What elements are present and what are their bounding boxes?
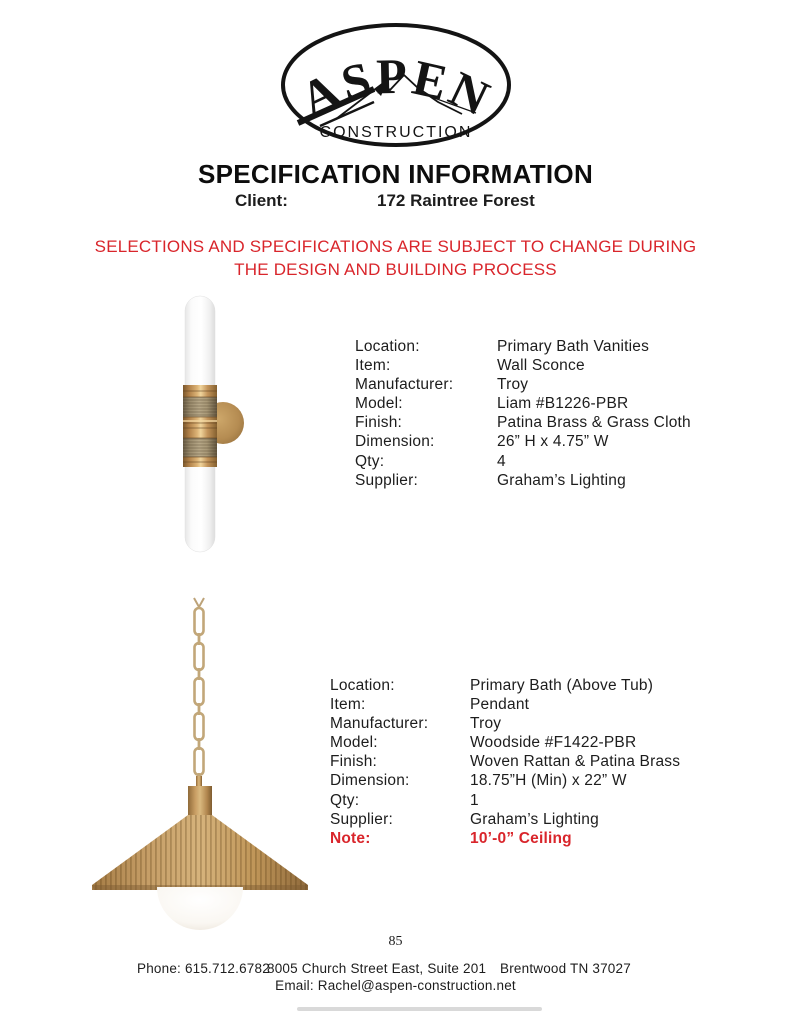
- aspen-construction-logo: [278, 22, 514, 149]
- spec-label: Supplier:: [355, 471, 418, 489]
- spec-label: Manufacturer:: [330, 715, 429, 733]
- client-value: 172 Raintree Forest: [377, 191, 535, 210]
- spec-value: Liam #B1226-PBR: [497, 395, 629, 413]
- footer-address: 8005 Church Street East, Suite 201: [267, 961, 487, 976]
- sconce-brass-body: [183, 385, 217, 467]
- spec-label: Item:: [355, 357, 391, 375]
- spec-value: Graham’s Lighting: [497, 471, 626, 489]
- spec-label: Manufacturer:: [355, 376, 454, 394]
- spec-row: [330, 696, 680, 715]
- pendant-illustration: [60, 594, 340, 936]
- disclaimer-line-2: THE DESIGN AND BUILDING PROCESS: [234, 260, 557, 279]
- spec-table-wall-sconce: [355, 338, 691, 491]
- spec-label: Supplier:: [330, 810, 393, 828]
- spec-table-pendant: [330, 677, 680, 849]
- spec-label: Model:: [355, 395, 403, 413]
- footer-city-state-zip: Brentwood TN 37027: [500, 961, 631, 976]
- spec-label: Location:: [355, 338, 420, 355]
- spec-label: Dimension:: [330, 772, 410, 790]
- spec-row: [330, 677, 680, 696]
- spec-value: Woodside #F1422-PBR: [470, 734, 637, 752]
- spec-value: Wall Sconce: [497, 357, 585, 375]
- spec-value: 4: [497, 452, 506, 470]
- spec-label: Finish:: [355, 414, 403, 432]
- spec-row: [355, 338, 691, 357]
- footer-phone: Phone: 615.712.6782: [137, 961, 270, 976]
- spec-value: Troy: [497, 376, 529, 394]
- spec-value: 1: [470, 791, 479, 809]
- spec-row: [355, 472, 691, 491]
- wall-sconce-illustration: [160, 282, 270, 568]
- spec-label: Qty:: [355, 452, 385, 470]
- footer-email: Email: Rachel@aspen-construction.net: [275, 978, 516, 993]
- spec-label: Item:: [330, 696, 366, 714]
- spec-value: 10’-0” Ceiling: [470, 829, 572, 847]
- spec-value: Patina Brass & Grass Cloth: [497, 414, 691, 432]
- logo-subtitle-text: CONSTRUCTION: [319, 124, 473, 141]
- spec-value: Pendant: [470, 696, 530, 714]
- logo-name-text: ASPEN: [291, 47, 501, 128]
- spec-row: [355, 453, 691, 472]
- spec-label: Note:: [330, 829, 371, 847]
- spec-label: Location:: [330, 677, 395, 694]
- spec-row: [355, 433, 691, 452]
- spec-value: 18.75”H (Min) x 22” W: [470, 772, 627, 790]
- spec-value: Graham’s Lighting: [470, 810, 599, 828]
- disclaimer-line-1: SELECTIONS AND SPECIFICATIONS ARE SUBJECT TO CHANGE DURING: [94, 237, 697, 256]
- spec-row: [330, 734, 680, 753]
- spec-row: [355, 414, 691, 433]
- spec-value: Troy: [470, 715, 502, 733]
- logo-oval-graphic: [278, 22, 514, 149]
- spec-row: [355, 395, 691, 414]
- spec-row: [330, 715, 680, 734]
- spec-row: [330, 753, 680, 772]
- spec-label: Model:: [330, 734, 378, 752]
- pendant-glass-globe: [157, 887, 243, 930]
- spec-row: [330, 811, 680, 830]
- client-label: Client:: [235, 191, 288, 210]
- spec-value: 26” H x 4.75” W: [497, 433, 609, 451]
- spec-label: Qty:: [330, 791, 360, 809]
- pendant-chain: [194, 598, 204, 785]
- spec-value: Primary Bath Vanities: [497, 338, 650, 355]
- page-number: 85: [388, 934, 403, 949]
- spec-value: Woven Rattan & Patina Brass: [470, 753, 681, 771]
- pendant-rattan-shade: [92, 815, 308, 890]
- wall-sconce-photo: [160, 282, 270, 568]
- spec-label: Finish:: [330, 753, 378, 771]
- disclaimer-notice: [0, 235, 791, 281]
- spec-value: Primary Bath (Above Tub): [470, 677, 654, 694]
- spec-row: [330, 772, 680, 791]
- spec-row: [330, 792, 680, 811]
- pendant-photo: [60, 594, 340, 936]
- pendant-socket: [188, 786, 212, 816]
- spec-row: [355, 376, 691, 395]
- spec-label: Dimension:: [355, 433, 435, 451]
- spec-row: [355, 357, 691, 376]
- spec-row-note: [330, 830, 680, 849]
- page-title: SPECIFICATION INFORMATION: [197, 159, 594, 189]
- footer-divider: [297, 1007, 542, 1011]
